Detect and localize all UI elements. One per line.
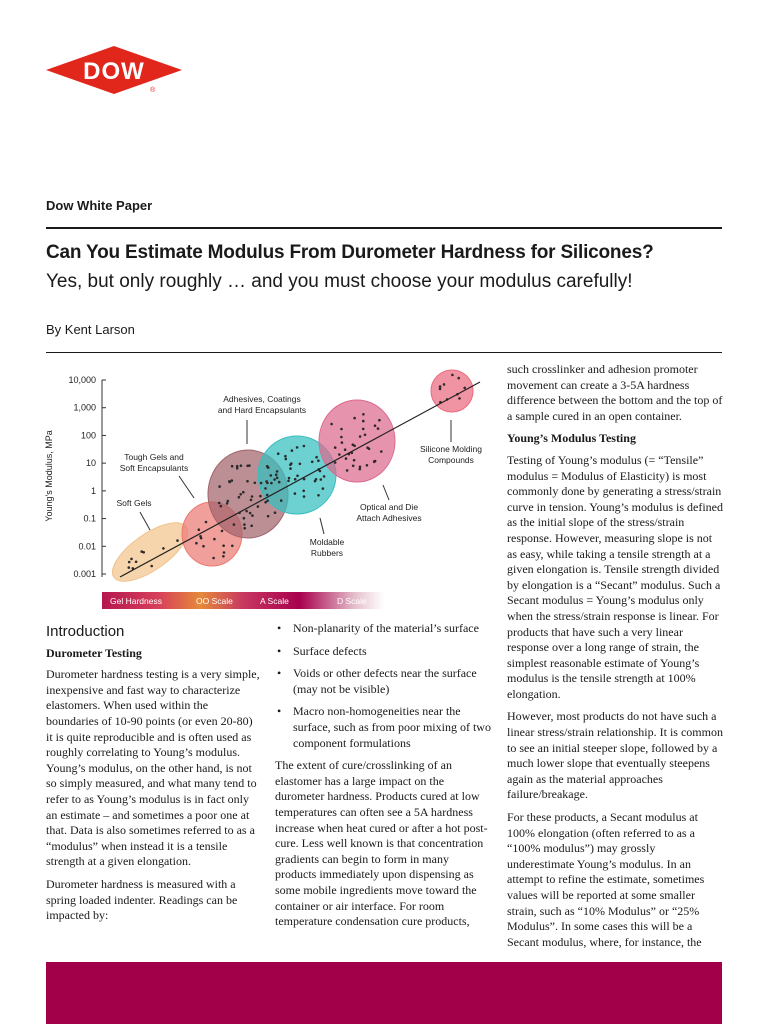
data-point — [276, 477, 279, 480]
modulus-chart — [40, 362, 495, 618]
data-point — [340, 428, 343, 431]
data-point — [251, 495, 254, 498]
scale-oo: OO Scale — [196, 596, 233, 606]
data-point — [280, 499, 283, 502]
data-point — [457, 377, 460, 380]
data-point — [362, 420, 365, 423]
data-point — [346, 469, 349, 472]
label-adhesives-1: Adhesives, Coatings — [223, 394, 301, 404]
intro-paragraph-2: Durometer hardness is measured with a spring loaded indenter. Readings can be impacted by: — [46, 876, 238, 923]
data-point — [330, 423, 333, 426]
data-point — [250, 525, 253, 528]
data-point — [266, 465, 269, 468]
data-point — [290, 462, 293, 465]
data-point — [236, 465, 239, 468]
data-point — [302, 490, 305, 493]
cure-paragraph: The extent of cure/crosslinking of an elastomer has a large impact on the durometer hardness. Products cured at low temperatures can often see a 5A hardness increase when heat cured or after a hot post-cure. Less well known is that concentration gradients can begin to form in many products immediately upon dispensing as some mobile ingredients move toward the container or air interface. For room temperature condensation cure products, — [275, 758, 488, 929]
data-point — [320, 478, 323, 481]
data-point — [250, 499, 253, 502]
data-point — [266, 494, 269, 497]
data-point — [359, 468, 362, 471]
data-point — [463, 387, 466, 390]
label-molding-2: Compounds — [428, 455, 474, 465]
data-point — [323, 475, 326, 478]
data-point — [288, 477, 291, 480]
data-point — [251, 514, 254, 517]
data-point — [267, 515, 270, 518]
data-point — [311, 461, 314, 464]
logo-text: DOW — [83, 58, 145, 85]
header-rule — [46, 227, 722, 229]
data-point — [373, 460, 376, 463]
region-0 — [104, 512, 197, 592]
dow-logo — [44, 44, 184, 96]
data-point — [246, 480, 249, 483]
y-tick-label: 100 — [80, 430, 96, 441]
data-point — [315, 456, 318, 459]
data-point — [340, 436, 343, 439]
data-point — [212, 557, 215, 560]
series-label: Dow White Paper — [46, 198, 153, 213]
label-soft-gels: Soft Gels — [116, 498, 152, 508]
data-point — [264, 501, 267, 504]
data-point — [205, 521, 208, 524]
registered-mark: ® — [150, 87, 156, 94]
data-point — [322, 487, 325, 490]
data-point — [284, 455, 287, 458]
author-byline: By Kent Larson — [46, 322, 135, 337]
data-point — [359, 466, 362, 469]
footer-band — [46, 962, 722, 1024]
list-item: • Surface defects — [275, 644, 491, 660]
youngs-paragraph-3: For these products, a Secant modulus at 100% elongation (often referred to as a “100% modulus”) may grossly underestimate Young’s modulus. In an attempt to refine the estimate, sometimes values will be reported at some smaller strain, such as “10% Modulus” or “25% Modulus”. In some cases this will be a Secant modulus, where, for instance, the — [507, 810, 705, 949]
column-1 — [46, 624, 262, 931]
data-point — [249, 512, 252, 515]
data-point — [221, 530, 224, 533]
data-point — [243, 523, 246, 526]
data-point — [341, 441, 344, 444]
data-point — [222, 544, 225, 547]
data-point — [368, 448, 371, 451]
data-point — [352, 443, 355, 446]
intro-heading: Introduction — [46, 623, 125, 640]
data-point — [223, 551, 226, 554]
data-point — [242, 491, 245, 494]
data-point — [176, 539, 179, 542]
y-axis-label: Young's Modulus, MPa — [44, 430, 54, 522]
data-point — [451, 374, 454, 377]
label-moldable-1: Moldable — [309, 537, 345, 547]
y-tick-label: 1 — [90, 485, 96, 496]
data-point — [289, 467, 292, 470]
data-point — [245, 510, 248, 513]
data-point — [257, 505, 260, 508]
data-point — [222, 555, 225, 558]
page-title: Can You Estimate Modulus From Durometer Hardness for Silicones? — [46, 242, 654, 263]
data-point — [228, 480, 231, 483]
youngs-heading: Young’s Modulus Testing — [507, 431, 636, 446]
data-point — [274, 511, 277, 514]
data-point — [362, 428, 365, 431]
data-point — [294, 492, 297, 495]
data-point — [270, 482, 273, 485]
data-point — [202, 545, 205, 548]
label-adhesives-2: and Hard Encapsulants — [217, 405, 307, 415]
list-item: • Macro non-homogeneities near the surface, such as from poor mixing of two component formulations — [275, 704, 491, 751]
data-point — [278, 481, 281, 484]
data-point — [439, 388, 442, 391]
data-point — [198, 528, 201, 531]
data-point — [353, 459, 356, 462]
list-item: • Voids or other defects near the surface (may not be visible) — [275, 666, 491, 697]
youngs-paragraph-2: However, most products do not have such a linear stress/strain relationship. It is common to see an initial steeper slope, followed by a much lower slope that eventually steepens again as the material approaches failure/breakage. — [507, 709, 723, 802]
data-point — [362, 413, 365, 416]
data-point — [270, 474, 273, 477]
y-tick-label: 1,000 — [73, 402, 96, 413]
data-point — [275, 473, 278, 476]
data-point — [231, 545, 234, 548]
data-point — [259, 495, 262, 498]
intro-paragraph-1: Durometer hardness testing is a very simple, inexpensive and fast way to characterize elastomers. When used within the boundaries of 10-90 points (or even 20-80) it is quite reproducible and is often used as roughly correlating to Young’s modulus. Young’s modulus, on the other hand, is not so simply measured, and what many tend to refer to as Young’s modulus is in fact only an estimate – and sometimes a poor one at that. Data is also sometimes referred to as a “modulus” when instead it is a tensile strength at a given elongation. — [46, 667, 260, 869]
data-point — [243, 517, 246, 520]
data-point — [254, 482, 257, 485]
y-tick-label: 10,000 — [68, 375, 96, 385]
data-point — [233, 523, 236, 526]
data-point — [345, 457, 348, 460]
data-point — [352, 465, 355, 468]
scale-gel: Gel Hardness — [110, 596, 162, 606]
data-point — [303, 495, 306, 498]
data-point — [135, 561, 138, 564]
label-optical-1: Optical and Die — [359, 502, 419, 512]
data-point — [344, 448, 347, 451]
data-point — [359, 435, 362, 438]
data-point — [265, 480, 268, 483]
data-point — [195, 542, 198, 545]
y-tick-label: 0.001 — [73, 569, 96, 579]
data-point — [364, 434, 367, 437]
data-point — [315, 478, 318, 481]
data-point — [218, 485, 221, 488]
column-2 — [275, 621, 491, 937]
label-moldable-2: Rubbers — [310, 548, 344, 558]
region-4 — [319, 400, 395, 482]
data-point — [231, 465, 234, 468]
data-point — [150, 565, 153, 568]
data-point — [199, 535, 202, 538]
data-point — [366, 464, 369, 467]
data-point — [246, 465, 249, 468]
data-point — [264, 487, 267, 490]
data-point — [296, 446, 299, 449]
impact-list — [275, 621, 491, 751]
data-point — [378, 419, 381, 422]
data-point — [317, 494, 320, 497]
data-point — [334, 446, 337, 449]
crosslinker-paragraph: such crosslinker and adhesion promoter movement can create a 3-5A hardness difference between the bottom and the top of a sample cured in an open container. — [507, 362, 723, 423]
durometer-heading: Durometer Testing — [46, 645, 142, 660]
data-point — [380, 450, 383, 453]
byline-rule — [46, 352, 722, 353]
data-point — [243, 527, 246, 530]
data-point — [273, 478, 276, 481]
data-point — [277, 452, 280, 455]
data-point — [276, 470, 279, 473]
data-point — [128, 566, 131, 569]
label-tough-gels-2: Soft Encapsulants — [119, 463, 189, 473]
data-point — [303, 445, 306, 448]
label-tough-gels-1: Tough Gels and — [124, 452, 184, 462]
data-point — [140, 550, 143, 553]
column-3 — [507, 362, 723, 957]
data-point — [213, 538, 216, 541]
data-point — [218, 502, 221, 505]
data-point — [353, 417, 356, 420]
data-point — [299, 463, 302, 466]
data-point — [226, 502, 229, 505]
data-point — [294, 478, 297, 481]
data-point — [285, 458, 288, 461]
data-point — [317, 459, 320, 462]
data-point — [443, 383, 446, 386]
page-subtitle: Yes, but only roughly … and you must choose your modulus carefully! — [46, 271, 633, 292]
y-tick-label: 10 — [85, 458, 96, 469]
data-point — [260, 482, 263, 485]
data-point — [439, 385, 442, 388]
data-point — [238, 496, 241, 499]
data-point — [374, 424, 377, 427]
data-point — [377, 427, 380, 430]
data-point — [220, 505, 223, 508]
data-point — [227, 500, 230, 503]
y-tick-label: 0.1 — [83, 513, 96, 524]
y-tick-label: 0.01 — [78, 541, 96, 552]
data-point — [291, 449, 294, 452]
y-ticks — [68, 375, 106, 579]
data-point — [239, 493, 242, 496]
label-optical-2: Attach Adhesives — [356, 513, 422, 523]
data-point — [128, 561, 131, 564]
label-molding-1: Silicone Molding — [420, 444, 482, 454]
data-point — [162, 547, 165, 550]
scale-a: A Scale — [260, 596, 289, 606]
data-point — [458, 397, 461, 400]
data-point — [130, 558, 133, 561]
data-point — [287, 480, 290, 483]
list-item: • Non-planarity of the material’s surface — [275, 621, 491, 637]
youngs-paragraph-1: Testing of Young’s modulus (= “Tensile” modulus = Modulus of Elasticity) is most commonly done by generating a stress/strain curve in tension. Young’s modulus is defined as the initial slope of the stress/strain response. However, measuring slope is not as easy, while taking a tensile strength at a given elongation is. Tensile strength divided by elongation is a “Secant” modulus. Such a Secant modulus = Young’s modulus only when the stress/strain response is linear. For products that have such a very linear response over a long range of strain, the simplest reasonable estimate of Young’s modulus is the tensile strength at 100% elongation. — [507, 452, 723, 701]
data-point — [240, 464, 243, 467]
data-point — [296, 475, 299, 478]
scale-d: D Scale — [337, 596, 367, 606]
data-point — [338, 453, 341, 456]
